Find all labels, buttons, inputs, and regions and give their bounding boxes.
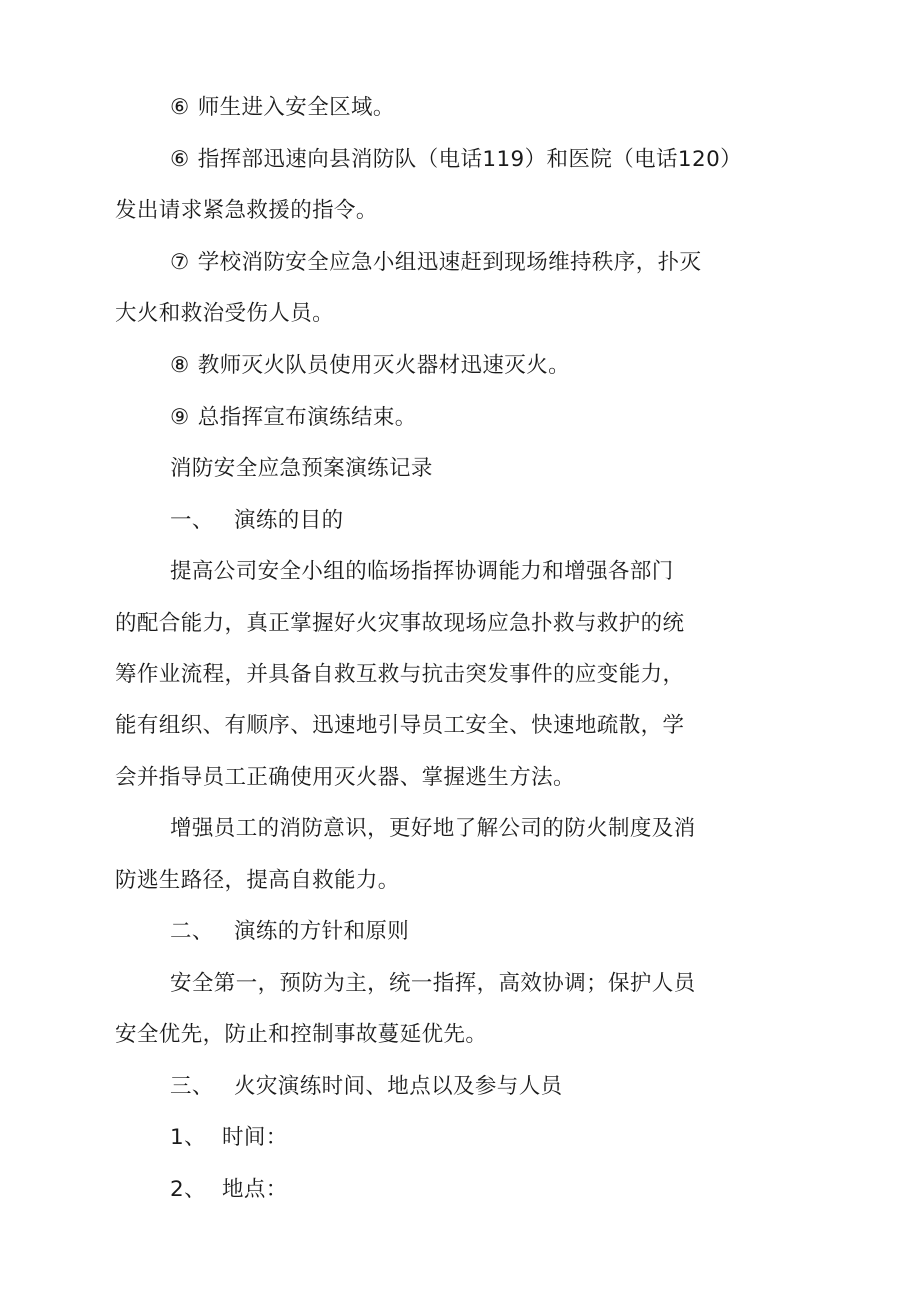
step-line [170, 403, 417, 433]
list-item-number: 1、 [170, 1125, 206, 1150]
step-line [170, 351, 570, 381]
list-item [170, 1175, 288, 1205]
paragraph-line: 增强员工的消防意识，更好地了解公司的防火制度及消 [170, 816, 696, 841]
step-continuation: 大火和救治受伤人员。 [115, 301, 335, 326]
step-line [170, 93, 395, 123]
step-number: ⑥ [170, 95, 190, 120]
record-title: 消防安全应急预案演练记录 [170, 456, 433, 481]
section-heading [170, 1072, 563, 1102]
list-item [170, 1123, 288, 1153]
paragraph-line: 提高公司安全小组的临场指挥协调能力和增强各部门 [170, 559, 674, 584]
paragraph-line: 安全优先，防止和控制事故蔓延优先。 [115, 1022, 488, 1047]
step-text: 教师灭火队员使用灭火器材迅速灭火。 [197, 353, 570, 378]
list-item-text: 地点： [222, 1177, 288, 1202]
section-number: 一、 [170, 508, 214, 533]
step-line [170, 248, 701, 278]
list-item-number: 2、 [170, 1177, 206, 1202]
step-number: ⑦ [170, 250, 190, 275]
section-title: 火灾演练时间、地点以及参与人员 [234, 1074, 563, 1099]
paragraph-line: 能有组织、有顺序、迅速地引导员工安全、快速地疏散，学 [115, 713, 685, 738]
step-text: 指挥部迅速向县消防队（电话119）和医院（电话120） [197, 147, 743, 172]
paragraph-line: 筹作业流程，并具备自救互救与抗击突发事件的应变能力， [115, 662, 685, 687]
section-number: 三、 [170, 1074, 214, 1099]
paragraph-line: 会并指导员工正确使用灭火器、掌握逃生方法。 [115, 765, 575, 790]
step-text: 总指挥宣布演练结束。 [197, 405, 417, 430]
list-item-text: 时间： [222, 1125, 288, 1150]
step-text: 学校消防安全应急小组迅速赶到现场维持秩序，扑灭 [197, 250, 702, 275]
section-heading [170, 917, 409, 947]
step-text: 师生进入安全区域。 [197, 95, 395, 120]
step-number: ⑨ [170, 405, 190, 430]
step-number: ⑧ [170, 353, 190, 378]
section-heading [170, 506, 344, 536]
section-title: 演练的方针和原则 [234, 919, 410, 944]
section-title: 演练的目的 [234, 508, 344, 533]
paragraph-line: 安全第一，预防为主，统一指挥，高效协调；保护人员 [170, 971, 696, 996]
step-number: ⑥ [170, 147, 190, 172]
step-continuation: 发出请求紧急救援的指令。 [115, 198, 378, 223]
step-line [170, 145, 742, 175]
paragraph-line: 的配合能力，真正掌握好火灾事故现场应急扑救与救护的统 [115, 611, 685, 636]
paragraph-line: 防逃生路径，提高自救能力。 [115, 868, 400, 893]
section-number: 二、 [170, 919, 214, 944]
